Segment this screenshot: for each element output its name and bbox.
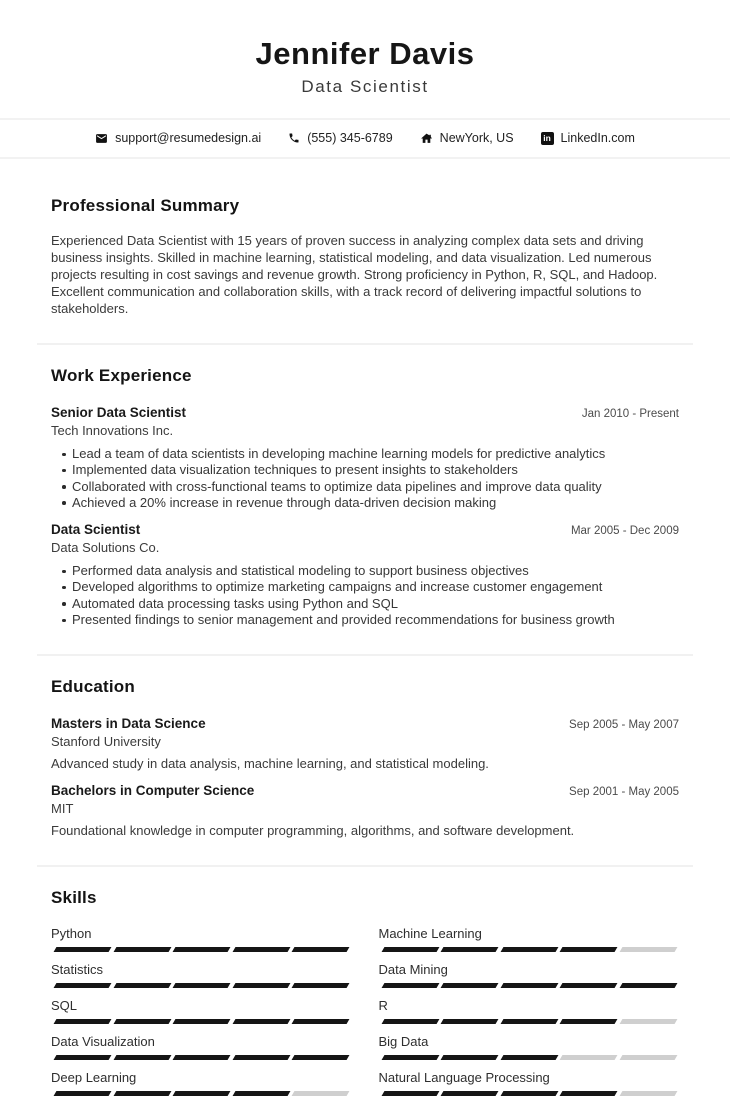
contact-bar bbox=[0, 118, 730, 159]
job-bullet: Automated data processing tasks using Python and SQL bbox=[51, 596, 679, 612]
skill-level-bar bbox=[379, 1091, 680, 1096]
degree-description: Advanced study in data analysis, machine learning, and statistical modeling. bbox=[51, 756, 489, 772]
education-entry bbox=[51, 783, 679, 839]
skill-level-bar bbox=[379, 1055, 680, 1060]
job-dates: Jan 2010 - Present bbox=[581, 408, 679, 420]
education-entry-head bbox=[51, 783, 679, 798]
skill-level-bar bbox=[51, 1091, 352, 1096]
section-professional-summary bbox=[51, 196, 679, 317]
contact-location-text: NewYork, US bbox=[439, 131, 514, 145]
resume-page bbox=[0, 36, 730, 1096]
skill-item bbox=[379, 962, 680, 988]
job-entry bbox=[51, 522, 679, 628]
skill-level-bar bbox=[51, 983, 352, 988]
summary-heading: Professional Summary bbox=[51, 196, 240, 215]
skill-name: Data Mining bbox=[378, 962, 448, 978]
experience-heading: Work Experience bbox=[51, 366, 192, 385]
phone-icon bbox=[288, 132, 300, 144]
contact-email-text: support@resumedesign.ai bbox=[115, 131, 262, 145]
skill-bar-segment bbox=[292, 947, 349, 952]
skill-bar-segment bbox=[560, 947, 617, 952]
skill-bar-segment bbox=[232, 983, 289, 988]
job-title-text: Data Scientist bbox=[51, 522, 141, 538]
linkedin-icon: in bbox=[541, 132, 554, 145]
skill-level-bar bbox=[379, 947, 680, 952]
skill-bar-segment bbox=[560, 983, 617, 988]
skill-name: Python bbox=[51, 926, 92, 942]
skill-name: Machine Learning bbox=[378, 926, 482, 942]
skill-bar-segment bbox=[292, 1091, 349, 1096]
job-company: Tech Innovations Inc. bbox=[51, 423, 174, 438]
job-dates: Mar 2005 - Dec 2009 bbox=[570, 525, 679, 538]
job-entry bbox=[51, 405, 679, 511]
skill-bar-segment bbox=[500, 1091, 557, 1096]
contact-email[interactable] bbox=[95, 131, 261, 145]
degree-school: Stanford University bbox=[51, 734, 161, 750]
skill-bar-segment bbox=[113, 947, 170, 952]
skill-bar-segment bbox=[381, 1091, 438, 1096]
job-bullet-list bbox=[51, 446, 679, 511]
job-bullet-list bbox=[51, 563, 679, 628]
degree-description: Foundational knowledge in computer programming, algorithms, and software development. bbox=[51, 823, 575, 839]
skill-bar-segment bbox=[441, 1055, 498, 1060]
candidate-name: Jennifer Davis bbox=[255, 36, 475, 71]
section-divider bbox=[37, 654, 693, 656]
education-entry-head bbox=[51, 716, 679, 731]
education-heading: Education bbox=[51, 677, 135, 697]
skill-bar-segment bbox=[619, 983, 676, 988]
skill-item bbox=[51, 1034, 352, 1060]
skill-bar-segment bbox=[441, 983, 498, 988]
resume-body bbox=[0, 196, 730, 1096]
skill-bar-segment bbox=[232, 1091, 289, 1096]
degree-school: MIT bbox=[51, 801, 74, 817]
skill-bar-segment bbox=[292, 1055, 349, 1060]
envelope-icon bbox=[95, 132, 108, 145]
job-title-text: Senior Data Scientist bbox=[51, 405, 187, 420]
section-skills bbox=[51, 888, 679, 1096]
skill-item bbox=[51, 1070, 352, 1096]
resume-header bbox=[0, 36, 730, 97]
degree-dates: Sep 2005 - May 2007 bbox=[569, 719, 679, 732]
skill-name: R bbox=[378, 998, 388, 1014]
skill-bar-segment bbox=[500, 983, 557, 988]
skill-item bbox=[379, 926, 680, 952]
home-icon bbox=[420, 132, 433, 145]
skill-bar-segment bbox=[113, 1091, 170, 1096]
skill-bar-segment bbox=[560, 1091, 617, 1096]
skill-bar-segment bbox=[54, 1091, 111, 1096]
skill-bar-segment bbox=[619, 1055, 676, 1060]
section-work-experience bbox=[51, 366, 679, 628]
skill-name: Deep Learning bbox=[51, 1070, 137, 1086]
skill-item bbox=[51, 926, 352, 952]
skill-level-bar bbox=[51, 1055, 352, 1060]
skill-bar-segment bbox=[173, 983, 230, 988]
skill-name: SQL bbox=[51, 998, 78, 1014]
skills-heading: Skills bbox=[51, 888, 97, 908]
contact-phone-text: (555) 345-6789 bbox=[307, 131, 393, 145]
section-divider bbox=[37, 343, 693, 345]
skill-bar-segment bbox=[232, 1055, 289, 1060]
skill-item bbox=[51, 962, 352, 988]
skill-name: Statistics bbox=[51, 962, 104, 978]
skill-bar-segment bbox=[500, 947, 557, 952]
job-bullet: Developed algorithms to optimize marketing campaigns and increase customer engagement bbox=[51, 579, 679, 595]
skill-bar-segment bbox=[619, 947, 676, 952]
skill-name: Data Visualization bbox=[51, 1034, 155, 1050]
skill-item bbox=[379, 998, 680, 1024]
job-bullet: Achieved a 20% increase in revenue through data-driven decision making bbox=[51, 495, 679, 511]
degree-title-text: Masters in Data Science bbox=[51, 716, 206, 732]
job-bullet: Presented findings to senior management and provided recommendations for business growth bbox=[51, 612, 679, 628]
contact-location[interactable] bbox=[420, 131, 514, 145]
skill-item bbox=[379, 1034, 680, 1060]
degree-dates: Sep 2001 - May 2005 bbox=[569, 786, 679, 799]
skills-grid bbox=[51, 926, 679, 1096]
degree-list bbox=[51, 716, 679, 839]
skill-item bbox=[379, 1070, 680, 1096]
skill-bar-segment bbox=[292, 983, 349, 988]
skill-bar-segment bbox=[381, 1055, 438, 1060]
job-bullet: Performed data analysis and statistical modeling to support business objectives bbox=[51, 563, 679, 579]
skill-name: Natural Language Processing bbox=[378, 1070, 550, 1086]
skill-bar-segment bbox=[173, 947, 230, 952]
job-entry-head bbox=[51, 522, 679, 537]
skill-bar-segment bbox=[54, 947, 111, 952]
skill-bar-segment bbox=[441, 1091, 498, 1096]
section-education bbox=[51, 677, 679, 839]
skill-bar-segment bbox=[54, 1055, 111, 1060]
job-bullet: Implemented data visualization techniques to present insights to stakeholders bbox=[51, 462, 679, 478]
skill-bar-segment bbox=[441, 947, 498, 952]
skill-bar-segment bbox=[173, 1091, 230, 1096]
skill-name: Big Data bbox=[378, 1034, 429, 1050]
skill-bar-segment bbox=[173, 1055, 230, 1060]
skill-level-bar bbox=[51, 947, 352, 952]
job-list bbox=[51, 405, 679, 628]
skill-bar-segment bbox=[54, 983, 111, 988]
skill-bar-segment bbox=[381, 947, 438, 952]
skill-bar-segment bbox=[381, 983, 438, 988]
contact-linkedin[interactable] bbox=[541, 131, 635, 145]
skill-bar-segment bbox=[560, 1055, 617, 1060]
education-entry bbox=[51, 716, 679, 772]
skill-level-bar bbox=[379, 983, 680, 988]
skill-bar-segment bbox=[500, 1055, 557, 1060]
contact-linkedin-text: LinkedIn.com bbox=[560, 131, 635, 145]
degree-title-text: Bachelors in Computer Science bbox=[51, 783, 255, 799]
job-entry-head bbox=[51, 405, 679, 420]
skill-bar-segment bbox=[113, 1055, 170, 1060]
job-bullet: Lead a team of data scientists in developing machine learning models for predictive analytics bbox=[51, 446, 679, 462]
skill-bar-segment bbox=[232, 947, 289, 952]
skill-bar-segment bbox=[113, 983, 170, 988]
contact-phone[interactable] bbox=[288, 131, 392, 145]
skill-bar-segment bbox=[619, 1091, 676, 1096]
candidate-job-title: Data Scientist bbox=[301, 77, 429, 96]
job-company: Data Solutions Co. bbox=[51, 540, 160, 556]
summary-text: Experienced Data Scientist with 15 years of proven success in analyzing complex data sets and driving business insights. Skilled in machine learning, statistical modeling, and data visualization. Led numerous projects resulting in cost savings and revenue growth. Strong proficiency in Python, R, SQL, and Hadoop. Excellent communication and collaboration skills, with a track record of delivering impactful solutions to stakeholders. bbox=[51, 233, 658, 316]
job-bullet: Collaborated with cross-functional teams to optimize data pipelines and improve data quality bbox=[51, 479, 679, 495]
section-divider bbox=[37, 865, 693, 867]
skill-item bbox=[51, 998, 352, 1024]
